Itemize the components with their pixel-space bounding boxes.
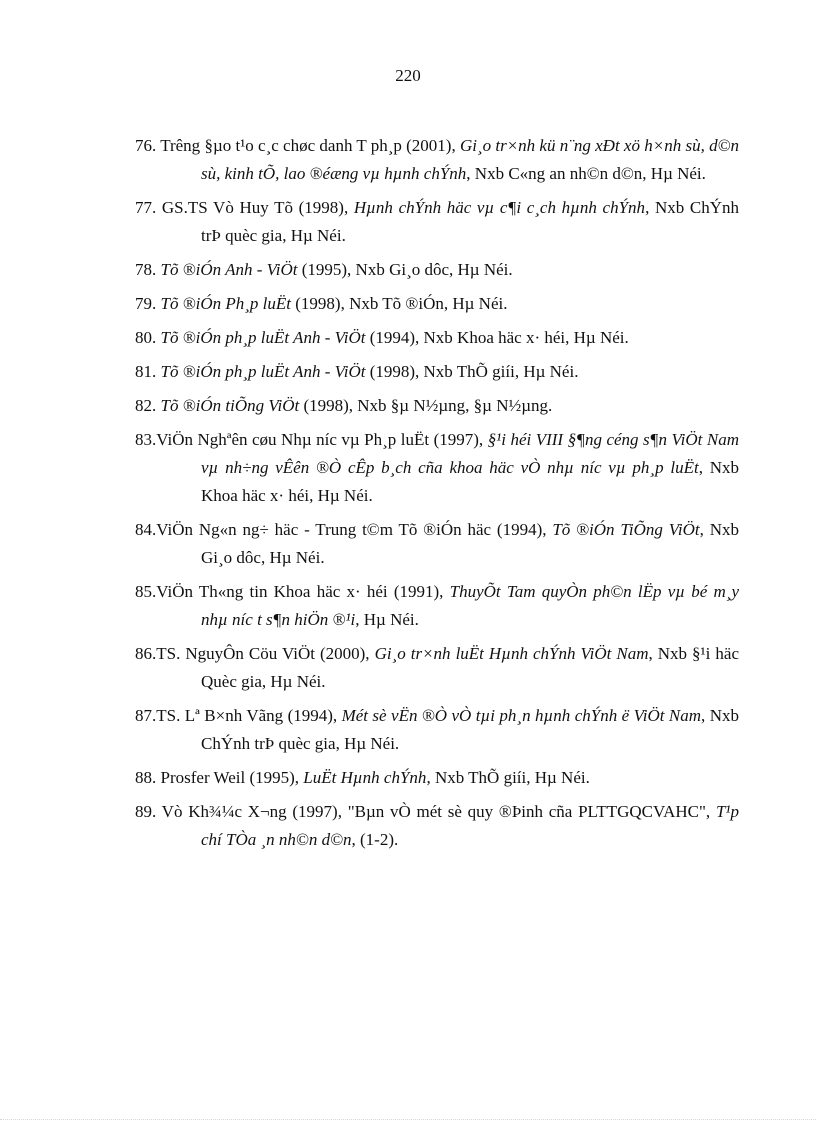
reference-item xyxy=(135,702,739,758)
reference-publisher: , (1-2). xyxy=(351,830,399,849)
reference-title: Tõ ®iÓn Anh - ViÖt xyxy=(160,260,298,279)
reference-title: Tõ ®iÓn Ph¸p luËt xyxy=(160,294,291,313)
reference-item xyxy=(135,324,739,352)
reference-item xyxy=(135,578,739,634)
reference-item xyxy=(135,764,739,792)
reference-author: TS. Lª B×nh Vãng (1994), xyxy=(156,706,342,725)
reference-number: 77. xyxy=(135,198,157,217)
reference-publisher: , Nxb ChÝnh trÞ quèc gia, Hµ Néi. xyxy=(201,706,739,753)
reference-publisher: (1995), Nxb Gi¸o dôc, Hµ Néi. xyxy=(297,260,513,279)
reference-number: 78. xyxy=(135,260,157,279)
reference-publisher: (1998), Nxb §µ N½µng, §µ N½µng. xyxy=(299,396,553,415)
reference-author: GS.TS Vò Huy Tõ (1998), xyxy=(156,198,354,217)
reference-item xyxy=(135,256,739,284)
reference-item xyxy=(135,798,739,854)
reference-item xyxy=(135,194,739,250)
reference-title: T¹p chí TÒa ¸n nh©n d©n xyxy=(201,802,739,849)
reference-title: Mét sè vËn ®Ò vÒ tµi ph¸n hµnh chÝnh ë ViÖt Nam xyxy=(341,706,702,725)
reference-title: ThuyÕt Tam quyÒn ph©n lËp vµ bé m¸y nhµ níc t s¶n hiÖn ®¹i xyxy=(201,582,739,629)
reference-number: 87. xyxy=(135,706,157,725)
reference-number: 82. xyxy=(135,396,157,415)
reference-number: 86. xyxy=(135,644,157,663)
reference-title: Hµnh chÝnh häc vµ c¶i c¸ch hµnh chÝnh xyxy=(353,198,646,217)
reference-number: 79. xyxy=(135,294,157,313)
reference-author: ViÖn Nghªên cøu Nhµ níc vµ Ph¸p luËt (1997), xyxy=(156,430,488,449)
reference-author: Trêng §µo t¹o c¸c chøc danh T ph¸p (2001), xyxy=(156,136,460,155)
reference-publisher: , Nxb ChÝnh trÞ quèc gia, Hµ Néi. xyxy=(201,198,739,245)
reference-title: §¹i héi VIII §¶ng céng s¶n ViÖt Nam vµ nh÷ng vÊên ®Ò cÊp b¸ch cña khoa häc vÒ nhµ níc vµ ph¸p luËt xyxy=(201,430,740,477)
reference-title: Tõ ®iÓn tiÕng ViÖt xyxy=(160,396,300,415)
reference-item xyxy=(135,516,739,572)
reference-author: ViÖn Ng«n ng÷ häc - Trung t©m Tõ ®iÓn häc (1994), xyxy=(156,520,553,539)
reference-number: 88. xyxy=(135,768,157,787)
reference-number: 84. xyxy=(135,520,157,539)
reference-publisher: , Nxb ThÕ giíi, Hµ Néi. xyxy=(426,768,590,787)
reference-number: 80. xyxy=(135,328,157,347)
reference-publisher: , Nxb Khoa häc x· héi, Hµ Néi. xyxy=(201,458,739,505)
reference-item xyxy=(135,132,739,188)
reference-publisher: , Nxb C«ng an nh©n d©n, Hµ Néi. xyxy=(466,164,706,183)
reference-item xyxy=(135,640,739,696)
reference-title: Tõ ®iÓn TiÕng ViÖt xyxy=(552,520,700,539)
reference-author: TS. NguyÔn Cöu ViÖt (2000), xyxy=(156,644,375,663)
reference-publisher: , Hµ Néi. xyxy=(355,610,419,629)
reference-number: 83. xyxy=(135,430,157,449)
reference-publisher: , Nxb §¹i häc Quèc gia, Hµ Néi. xyxy=(201,644,739,691)
reference-author: Vò Kh¾¼c X¬ng (1997), "Bµn vÒ mét sè quy ®Þinh cña PLTTGQCVAHC", xyxy=(156,802,716,821)
reference-title: Tõ ®iÓn ph¸p luËt Anh - ViÖt xyxy=(160,328,366,347)
reference-number: 85. xyxy=(135,582,157,601)
reference-item xyxy=(135,358,739,386)
reference-author: ViÖn Th«ng tin Khoa häc x· héi (1991), xyxy=(156,582,450,601)
reference-number: 76. xyxy=(135,136,157,155)
reference-title: LuËt Hµnh chÝnh xyxy=(303,768,427,787)
page-number: 220 xyxy=(395,66,421,85)
reference-number: 81. xyxy=(135,362,157,381)
page-bottom-divider xyxy=(0,1119,816,1120)
reference-title: Gi¸o tr×nh luËt Hµnh chÝnh ViÖt Nam xyxy=(374,644,649,663)
reference-list xyxy=(135,132,739,860)
reference-item xyxy=(135,426,739,510)
reference-publisher: (1994), Nxb Khoa häc x· héi, Hµ Néi. xyxy=(365,328,629,347)
reference-publisher: (1998), Nxb Tõ ®iÓn, Hµ Néi. xyxy=(291,294,508,313)
reference-author: Prosfer Weil (1995), xyxy=(156,768,304,787)
reference-item xyxy=(135,290,739,318)
reference-title: Gi¸o tr×nh kü n¨ng xÐt xö h×nh sù, d©n sù, kinh tÕ, lao ®éæng vµ hµnh chÝnh xyxy=(201,136,739,183)
reference-publisher: (1998), Nxb ThÕ giíi, Hµ Néi. xyxy=(365,362,579,381)
reference-item xyxy=(135,392,739,420)
reference-publisher: , Nxb Gi¸o dôc, Hµ Néi. xyxy=(201,520,739,567)
reference-number: 89. xyxy=(135,802,157,821)
reference-title: Tõ ®iÓn ph¸p luËt Anh - ViÖt xyxy=(160,362,366,381)
